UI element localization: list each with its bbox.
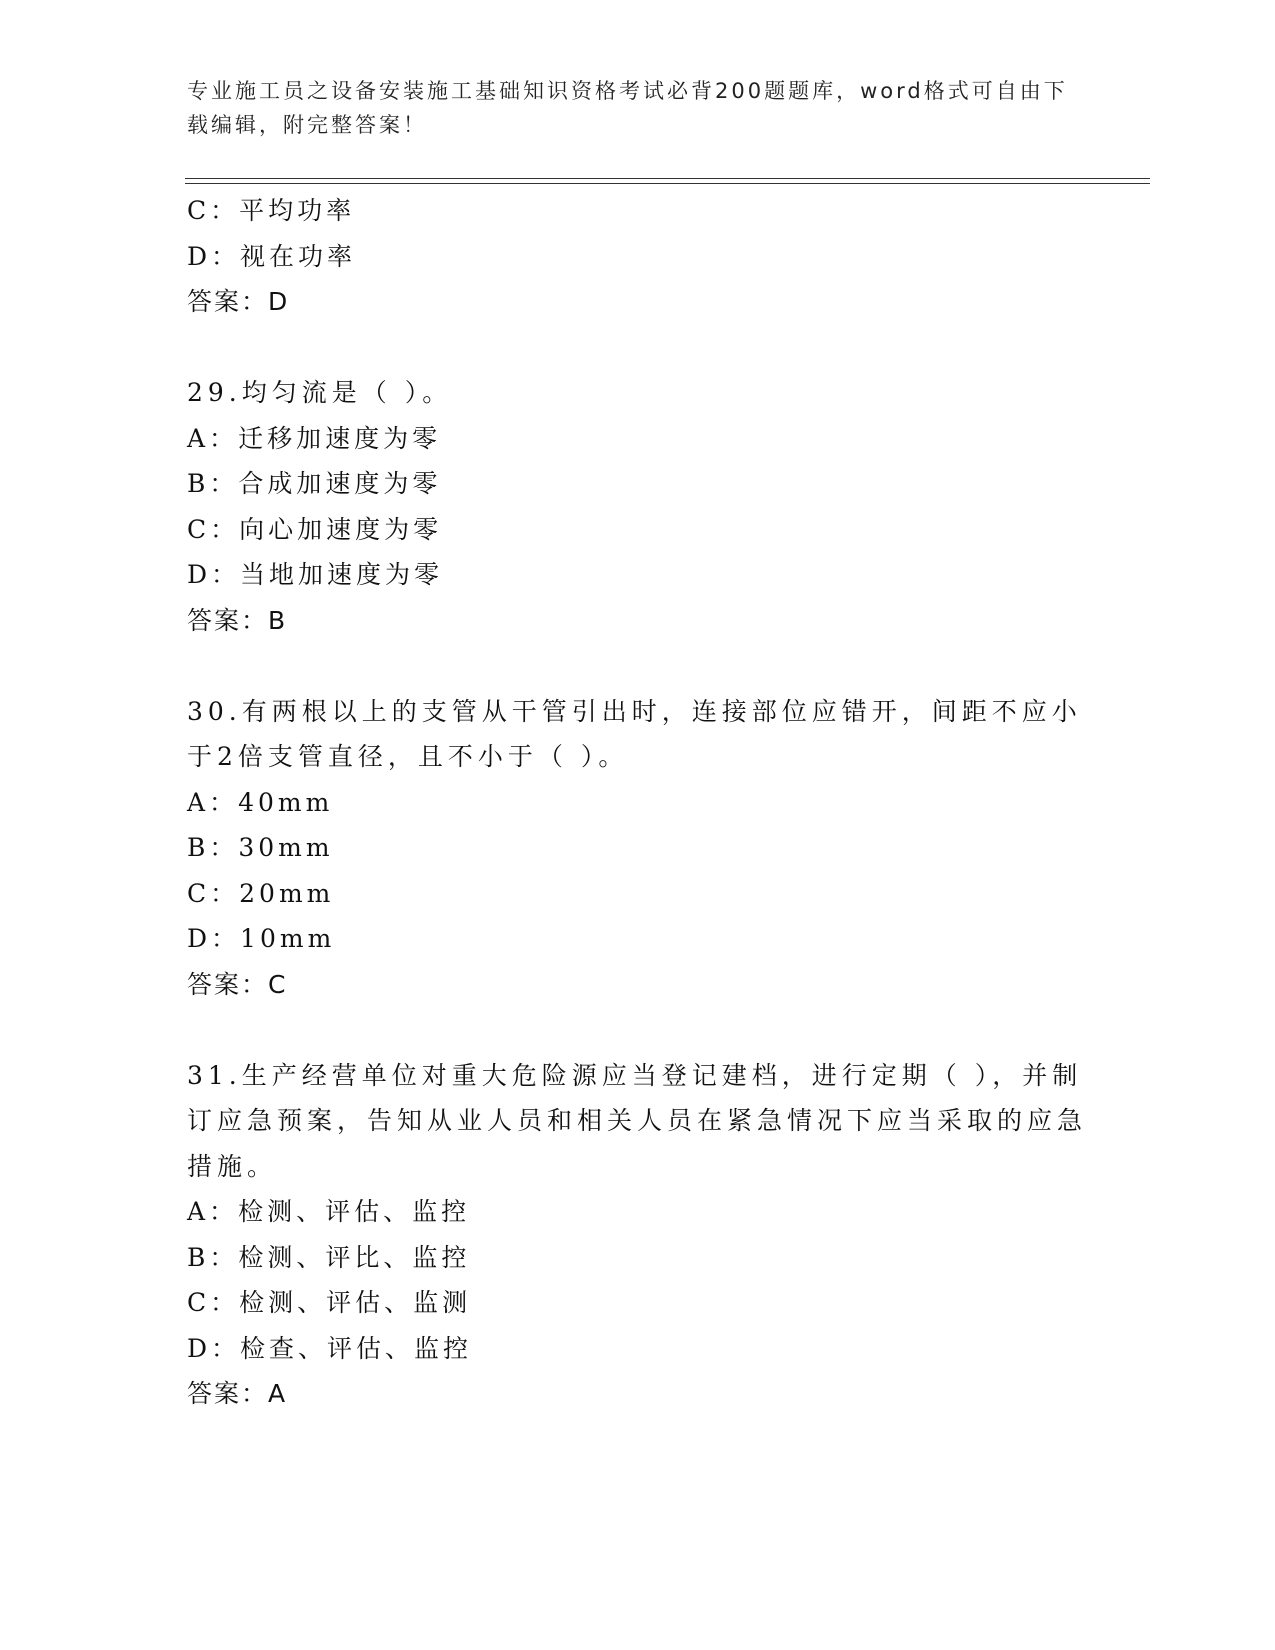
option-letter: C：	[187, 878, 240, 908]
option-letter: B：	[187, 469, 239, 498]
header-rule-bottom	[185, 183, 1150, 184]
option-a	[187, 416, 1087, 462]
header-rule-top	[185, 178, 1150, 179]
option-c	[187, 1280, 1087, 1326]
prev-question-block	[187, 188, 1087, 325]
option-letter: D：	[187, 1333, 241, 1363]
option-a	[187, 1189, 1087, 1235]
question-block-31	[187, 1053, 1087, 1417]
question-text: 31.生产经营单位对重大危险源应当登记建档，进行定期（ ），并制订应急预案，告知从业人员和相关人员在紧急情况下应当采取的应急措施。	[187, 1060, 1088, 1181]
option-b	[187, 461, 1087, 507]
option-d	[187, 916, 1087, 962]
option-text: 合成加速度为零	[238, 469, 442, 498]
option-letter: A：	[187, 423, 239, 453]
option-letter: D：	[187, 924, 241, 953]
option-b	[187, 1235, 1087, 1281]
option-text: 检测、评估、监控	[238, 1197, 471, 1226]
option-text: 20mm	[239, 878, 335, 908]
option-text: 迁移加速度为零	[238, 423, 442, 453]
option-letter: A：	[187, 1197, 239, 1226]
option-letter: D：	[187, 560, 241, 589]
option-text: 当地加速度为零	[240, 560, 444, 589]
option-text: 10mm	[240, 924, 336, 953]
option-text: 检测、评比、监控	[238, 1242, 471, 1272]
option-letter: A：	[187, 787, 239, 817]
question-text: 30.有两根以上的支管从干管引出时，连接部位应错开，间距不应小于2倍支管直径，且不小于（ ）。	[187, 696, 1082, 771]
option-text: 40mm	[238, 787, 334, 817]
option-text: 平均功率	[239, 196, 356, 225]
option-text: 视在功率	[240, 241, 357, 271]
question-block-29	[187, 370, 1087, 643]
option-text: 检测、评估、监测	[239, 1288, 472, 1317]
option-letter: B：	[187, 1242, 239, 1272]
option-letter: C：	[187, 514, 240, 544]
option-c	[187, 507, 1087, 553]
question-block-30	[187, 689, 1087, 1008]
option-a	[187, 780, 1087, 826]
document-header: 专业施工员之设备安装施工基础知识资格考试必背200题题库，word格式可自由下载编辑，附完整答案！	[187, 79, 1068, 137]
option-c	[187, 188, 1087, 234]
answer-line: 答案：C	[187, 969, 288, 999]
option-text: 向心加速度为零	[239, 514, 443, 544]
option-d	[187, 552, 1087, 598]
option-d	[187, 234, 1087, 280]
option-c	[187, 871, 1087, 917]
option-letter: C：	[187, 1288, 240, 1317]
option-d	[187, 1326, 1087, 1372]
answer-line: 答案：B	[187, 605, 288, 635]
option-letter: B：	[187, 833, 239, 862]
option-letter: C：	[187, 196, 240, 225]
question-text: 29.均匀流是（ ）。	[187, 378, 453, 407]
option-letter: D：	[187, 241, 241, 271]
question-list	[187, 188, 1087, 1417]
answer-line: 答案：A	[187, 1379, 288, 1408]
option-text: 检查、评估、监控	[240, 1333, 473, 1363]
option-b	[187, 825, 1087, 871]
answer-line: 答案：D	[187, 287, 290, 316]
option-text: 30mm	[238, 833, 334, 862]
